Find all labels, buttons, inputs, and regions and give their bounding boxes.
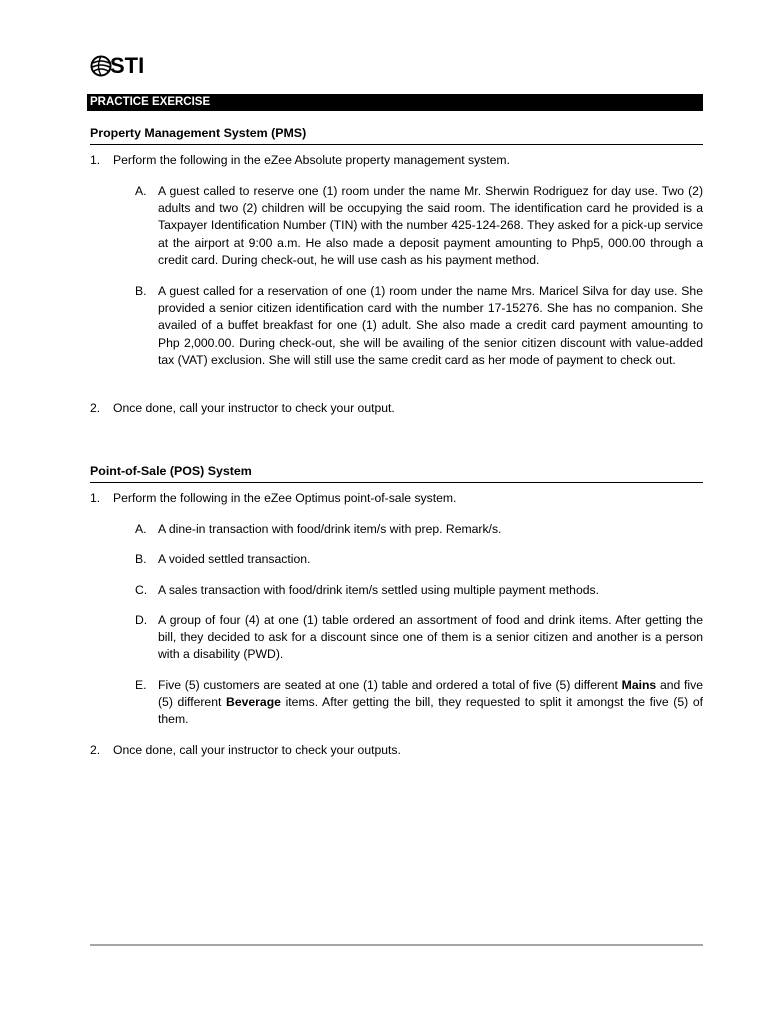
- step-text: Perform the following in the eZee Optimus point-of-sale system.: [113, 491, 457, 505]
- step-number: 2.: [90, 401, 101, 415]
- beverage-emphasis: Beverage: [226, 695, 281, 710]
- step-number: 2.: [90, 743, 101, 757]
- step-text: Once done, call your instructor to check your output.: [113, 401, 395, 415]
- item-text: A sales transaction with food/drink item/s settled using multiple payment methods.: [158, 583, 599, 597]
- step-number: 1.: [90, 491, 101, 505]
- item-label: A.: [135, 522, 147, 536]
- pos-section-title: Point-of-Sale (POS) System: [90, 463, 703, 483]
- item-text-part: Five (5) customers are seated at one (1) table and ordered a total of five (5) different: [158, 678, 622, 692]
- item-text: A group of four (4) at one (1) table ordered an assortment of food and drink items. After getting the bill, they decided to ask for a discount since one of them is a senior citizen and another is a person with a disability (PWD).: [158, 613, 703, 662]
- step-text: Once done, call your instructor to check your outputs.: [113, 743, 401, 757]
- item-label: B.: [135, 284, 147, 298]
- item-label: D.: [135, 613, 148, 627]
- step-number: 1.: [90, 153, 101, 167]
- practice-exercise-banner: PRACTICE EXERCISE: [87, 94, 703, 111]
- sti-globe-icon: [90, 55, 112, 77]
- item-text: A dine-in transaction with food/drink item/s with prep. Remark/s.: [158, 522, 502, 536]
- item-text-part: and five (5) different: [158, 678, 703, 710]
- item-text-part: items. After getting the bill, they requested to split it amongst the five (5) of them.: [158, 695, 704, 727]
- pms-section-title: Property Management System (PMS): [90, 125, 703, 145]
- step-text: Perform the following in the eZee Absolute property management system.: [113, 153, 510, 167]
- item-label: C.: [135, 583, 148, 597]
- item-label: B.: [135, 552, 147, 566]
- item-label: A.: [135, 184, 147, 198]
- sti-logo: [90, 53, 144, 79]
- item-text: A guest called to reserve one (1) room under the name Mr. Sherwin Rodriguez for day use. Two (2) adults and two (2) children will be occupying the said room. The identification card he provided is a Taxpayer Identification Number (TIN) with the number 425-124-268. They asked for a pick-up service at the airport at 9:00 a.m. He also made a deposit payment amounting to Php5, 000.00 through a credit card. During check-out, he will use cash as his payment method.: [158, 184, 703, 267]
- mains-emphasis: Mains: [621, 678, 657, 692]
- logo-text: STI: [110, 53, 145, 78]
- item-text: [158, 677, 703, 729]
- item-label: E.: [135, 678, 147, 692]
- item-text: A guest called for a reservation of one (1) room under the name Mrs. Maricel Silva for day use. She provided a senior citizen identification card with the number 17-15276. She has no companion. She availed of a buffet breakfast for one (1) adult. She also made a credit card payment amounting to Php 2,000.00. During check-out, she will be availing of the senior citizen discount with value-added tax (VAT) exclusion. She will still use the same credit card as her mode of payment to check out.: [158, 284, 703, 367]
- footer-divider: [90, 944, 703, 946]
- item-text: A voided settled transaction.: [158, 552, 311, 566]
